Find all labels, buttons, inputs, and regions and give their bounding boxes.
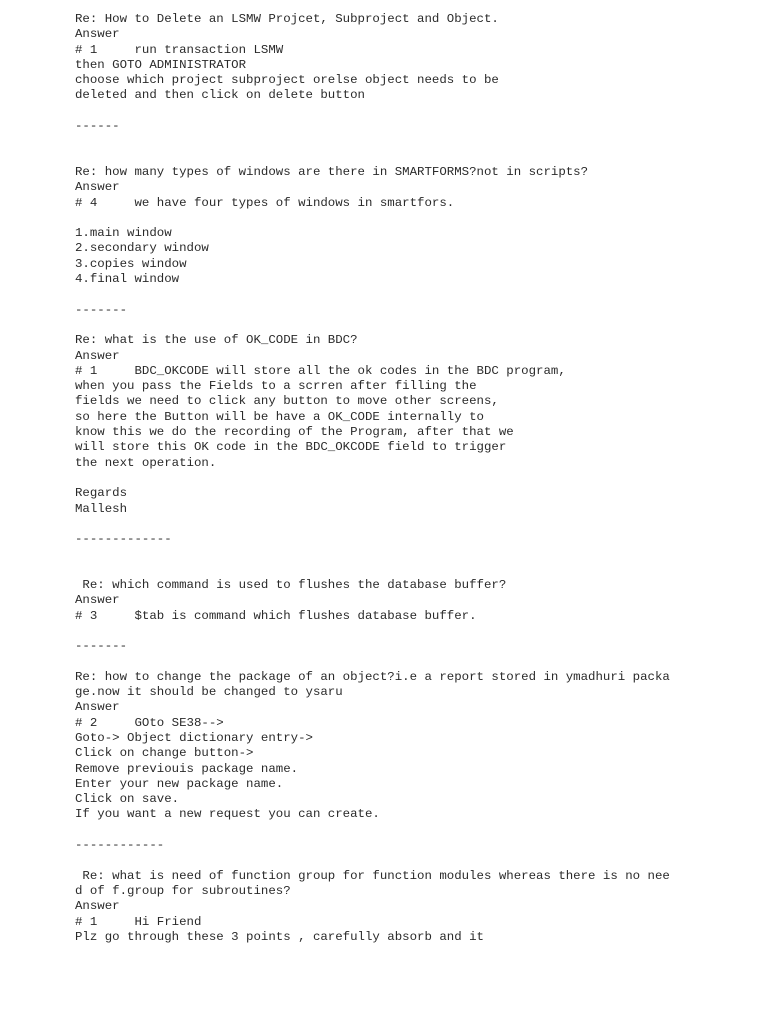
text-line: when you pass the Fields to a scrren after filling the	[75, 379, 477, 394]
text-line: choose which project subproject orelse object needs to be	[75, 73, 499, 88]
text-line: # 1 BDC_OKCODE will store all the ok codes in the BDC program,	[75, 363, 566, 378]
text-line: then GOTO ADMINISTRATOR	[75, 57, 247, 72]
text-line: Re: what is the use of OK_CODE in BDC?	[75, 333, 358, 348]
text-line: # 2 GOto SE38-->	[75, 715, 224, 730]
blank-line	[75, 853, 755, 868]
text-line: ------	[75, 119, 120, 134]
text-line: -------	[75, 639, 128, 654]
blank-line	[75, 547, 755, 562]
text-line: # 1 run transaction LSMW	[75, 42, 284, 57]
text-line: Answer	[75, 27, 120, 42]
text-line: Click on save.	[75, 792, 180, 807]
blank-line	[75, 517, 755, 532]
blank-line	[75, 823, 755, 838]
text-line: Answer	[75, 593, 120, 608]
text-line: 2.secondary window	[75, 241, 209, 256]
blank-line	[75, 318, 755, 333]
document-text	[75, 12, 755, 945]
text-line: Answer	[75, 348, 120, 363]
text-line: Click on change button->	[75, 746, 254, 761]
blank-line	[75, 563, 755, 578]
text-line: Answer	[75, 700, 120, 715]
blank-line	[75, 287, 755, 302]
blank-line	[75, 471, 755, 486]
text-line: Re: how to change the package of an object?i.e a report stored in ymadhuri packa	[75, 669, 670, 684]
text-line: Regards	[75, 486, 128, 501]
text-line: deleted and then click on delete button	[75, 88, 365, 103]
text-line: Enter your new package name.	[75, 776, 284, 791]
text-line: will store this OK code in the BDC_OKCODE field to trigger	[75, 440, 507, 455]
text-line: Answer	[75, 899, 120, 914]
blank-line	[75, 211, 755, 226]
text-line: -------	[75, 302, 128, 317]
text-line: the next operation.	[75, 455, 217, 470]
text-line: # 1 Hi Friend	[75, 914, 202, 929]
text-line: ge.now it should be changed to ysaru	[75, 685, 343, 700]
blank-line	[75, 150, 755, 165]
text-line: # 4 we have four types of windows in smartfors.	[75, 195, 455, 210]
text-line: Plz go through these 3 points , carefully absorb and it	[75, 929, 484, 944]
text-line: 4.final window	[75, 272, 180, 287]
text-line: Answer	[75, 180, 120, 195]
blank-line	[75, 624, 755, 639]
text-line: fields we need to click any button to move other screens,	[75, 394, 499, 409]
blank-line	[75, 134, 755, 149]
text-line: Re: how many types of windows are there in SMARTFORMS?not in scripts?	[75, 164, 589, 179]
text-line: so here the Button will be have a OK_CODE internally to	[75, 409, 484, 424]
text-line: Mallesh	[75, 501, 128, 516]
text-line: d of f.group for subroutines?	[75, 883, 291, 898]
text-line: Re: which command is used to flushes the database buffer?	[75, 577, 507, 592]
blank-line	[75, 104, 755, 119]
text-line: Re: what is need of function group for function modules whereas there is no nee	[75, 868, 670, 883]
text-line: 3.copies window	[75, 256, 187, 271]
text-line: Remove previouis package name.	[75, 761, 299, 776]
blank-line	[75, 654, 755, 669]
text-line: -------------	[75, 532, 172, 547]
text-line: If you want a new request you can create.	[75, 807, 380, 822]
text-line: know this we do the recording of the Program, after that we	[75, 425, 514, 440]
text-line: Re: How to Delete an LSMW Projcet, Subproject and Object.	[75, 12, 499, 26]
text-line: ------------	[75, 838, 165, 853]
text-line: Goto-> Object dictionary entry->	[75, 730, 313, 745]
text-line: # 3 $tab is command which flushes database buffer.	[75, 608, 477, 623]
text-line: 1.main window	[75, 226, 172, 241]
